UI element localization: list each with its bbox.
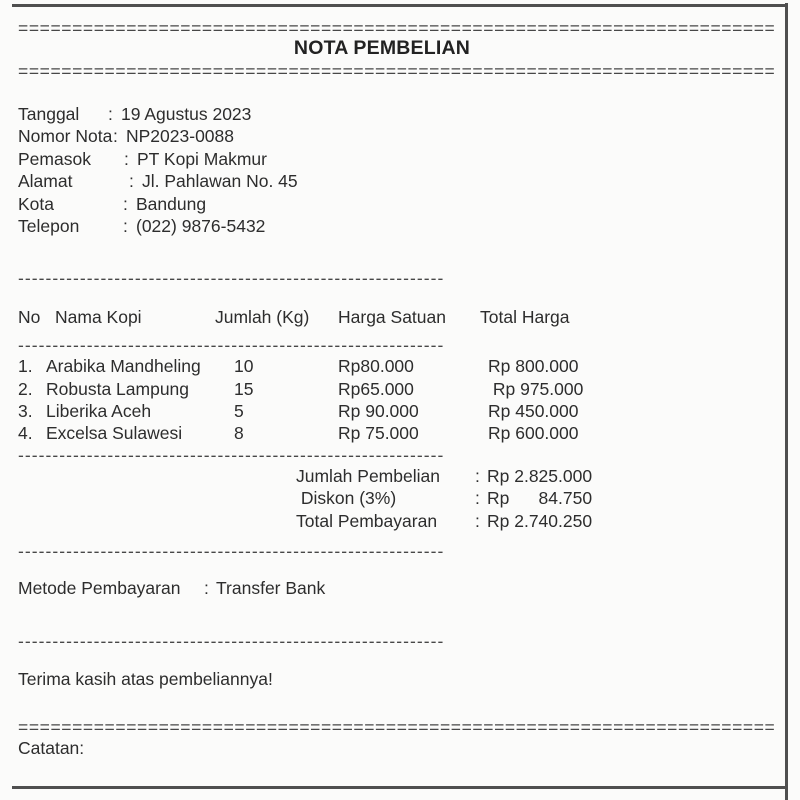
- info-colon: :: [108, 104, 113, 124]
- page-title: NOTA PEMBELIAN: [293, 37, 471, 59]
- item-unit-price: Rp80.000: [338, 356, 414, 376]
- notes-label: Catatan:: [18, 738, 85, 758]
- summary-colon: :: [475, 511, 480, 531]
- item-qty: 10: [234, 356, 254, 376]
- item-qty: 8: [234, 423, 244, 443]
- item-name: Excelsa Sulawesi: [46, 423, 183, 443]
- summary-value: Rp 2.740.250: [487, 511, 593, 531]
- payment-method-row: [0, 577, 800, 599]
- info-value: PT Kopi Makmur: [137, 149, 267, 169]
- header-unit-price: Harga Satuan: [338, 307, 446, 327]
- item-name: Arabika Mandheling: [46, 356, 201, 376]
- items-header-row: [0, 306, 800, 328]
- info-colon: :: [129, 171, 134, 191]
- item-name: Robusta Lampung: [46, 379, 190, 399]
- info-value: NP2023-0088: [126, 126, 234, 146]
- info-row-telepon: [0, 215, 800, 237]
- item-qty: 5: [234, 401, 244, 421]
- page-border-top: [12, 4, 788, 7]
- summary-label: Total Pembayaran: [296, 511, 438, 531]
- summary-row-discount: [0, 487, 800, 509]
- payment-method-value: Transfer Bank: [216, 578, 326, 598]
- item-no: 4.: [18, 423, 33, 443]
- item-total: Rp 975.000: [488, 379, 584, 399]
- summary-divider: --------------------------------------------------------------: [18, 541, 445, 561]
- payment-method-colon: :: [204, 578, 209, 598]
- info-row-kota: [0, 193, 800, 215]
- notes-row: [0, 737, 800, 759]
- info-label: Kota: [18, 194, 54, 214]
- summary-colon: :: [475, 466, 480, 486]
- info-value: Jl. Pahlawan No. 45: [142, 171, 298, 191]
- item-row: [0, 422, 800, 444]
- payment-divider: --------------------------------------------------------------: [18, 631, 445, 651]
- item-name: Liberika Aceh: [46, 401, 152, 421]
- item-unit-price: Rp 75.000: [338, 423, 419, 443]
- item-row: [0, 400, 800, 422]
- info-colon: :: [123, 216, 128, 236]
- header-name: Nama Kopi: [55, 307, 142, 327]
- info-label: Alamat: [18, 171, 73, 191]
- item-total: Rp 600.000: [488, 423, 579, 443]
- info-colon: :: [123, 194, 128, 214]
- summary-value: Rp 84.750: [487, 488, 593, 508]
- item-unit-price: Rp 90.000: [338, 401, 419, 421]
- item-total: Rp 800.000: [488, 356, 579, 376]
- header-no: No: [18, 307, 41, 327]
- item-no: 3.: [18, 401, 33, 421]
- info-row-alamat: [0, 170, 800, 192]
- info-value: 19 Agustus 2023: [121, 104, 252, 124]
- divider-double-top: ======================================================================: [18, 18, 776, 38]
- item-row: [0, 355, 800, 377]
- info-value: Bandung: [136, 194, 207, 214]
- item-total: Rp 450.000: [488, 401, 579, 421]
- items-divider-bottom: --------------------------------------------------------------: [18, 445, 445, 465]
- summary-label: Jumlah Pembelian: [296, 466, 440, 486]
- page-border-bottom: [12, 786, 788, 789]
- item-no: 2.: [18, 379, 33, 399]
- info-row-tanggal: [0, 103, 800, 125]
- item-row: [0, 378, 800, 400]
- payment-method-label: Metode Pembayaran: [18, 578, 181, 598]
- info-label: Pemasok: [18, 149, 91, 169]
- info-row-pemasok: [0, 148, 800, 170]
- info-label: Telepon: [18, 216, 80, 236]
- items-header-divider: --------------------------------------------------------------: [18, 335, 445, 355]
- info-value: (022) 9876-5432: [136, 216, 266, 236]
- summary-row-total: [0, 510, 800, 532]
- items-divider-top: --------------------------------------------------------------: [18, 268, 445, 288]
- info-label: Tanggal: [18, 104, 80, 124]
- summary-colon: :: [475, 488, 480, 508]
- info-label: Nomor Nota: [18, 126, 113, 146]
- summary-label: Diskon (3%): [296, 488, 397, 508]
- info-colon: :: [113, 126, 118, 146]
- thank-you-row: [0, 668, 800, 690]
- summary-value: Rp 2.825.000: [487, 466, 593, 486]
- divider-double-footer: ======================================================================: [18, 717, 776, 737]
- item-qty: 15: [234, 379, 254, 399]
- info-row-nomor-nota: [0, 125, 800, 147]
- summary-row-subtotal: [0, 465, 800, 487]
- header-total: Total Harga: [480, 307, 570, 327]
- item-no: 1.: [18, 356, 33, 376]
- header-qty: Jumlah (Kg): [215, 307, 310, 327]
- thank-you-note: Terima kasih atas pembeliannya!: [18, 669, 273, 689]
- item-unit-price: Rp65.000: [338, 379, 414, 399]
- divider-double-under-title: ======================================================================: [18, 61, 776, 81]
- info-colon: :: [124, 149, 129, 169]
